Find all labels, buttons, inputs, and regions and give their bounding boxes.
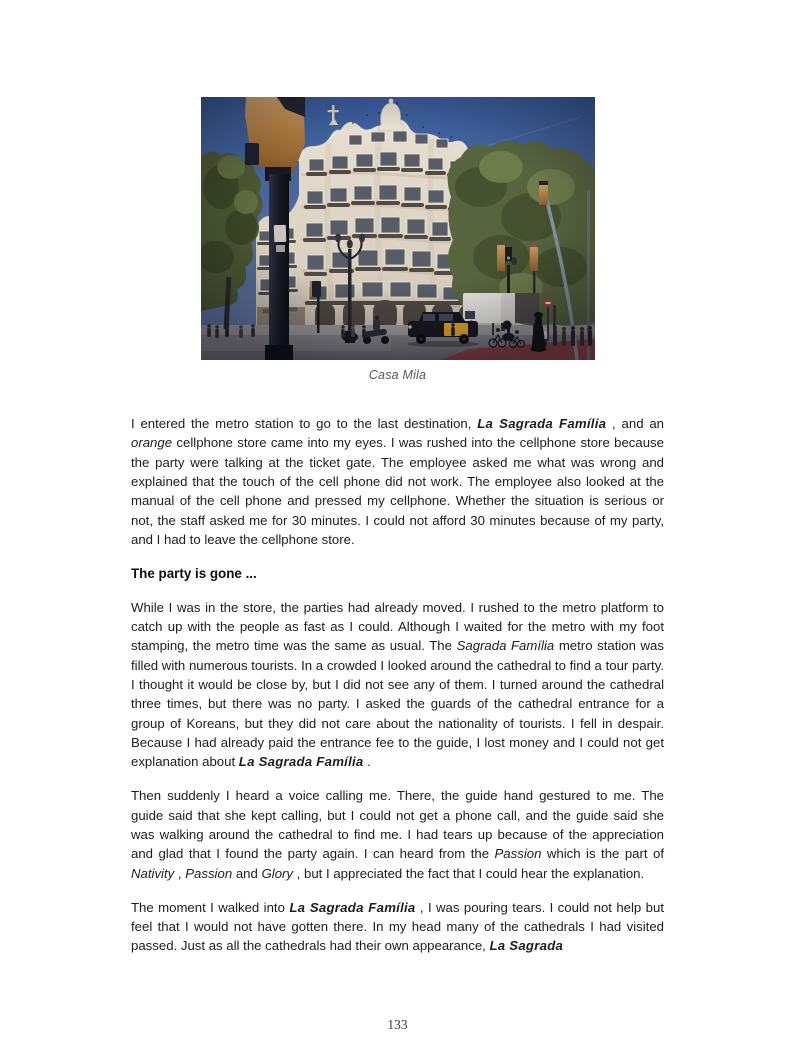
paragraph-4: The moment I walked into La Sagrada Família , I was pouring tears. I could not help but feel that I would not have gotten there. In my head many of the cathedrals I had visited passed. Just as all the cathedrals had their own appearance, La Sagrada [131, 899, 664, 954]
casa-mila-photo [201, 97, 595, 360]
section-heading: The party is gone ... [131, 565, 257, 581]
page-number: 133 [387, 1017, 408, 1032]
paragraph-2: While I was in the store, the parties had already moved. I rushed to the metro platform to catch up with the people as fast as I could. Although I waited for the metro with my foot stamping, the metro time was the same as usual. The Sagrada Família metro station was filled with numerous tourists. In a crowded I looked around the cathedral to find a tour party. I thought it would be close by, but I did not see any of them. I turned around the cathedral three times, but there was no party. I asked the guards of the cathedral entrance for a group of Koreans, but they did not care about the nationality of tourists. I fell in despair. Because I had already paid the entrance fee to the guide, I lost money and I could not get explanation about La Sagrada Família . [131, 599, 664, 770]
paragraph-1: I entered the metro station to go to the last destination, La Sagrada Família , and an orange cellphone store came into my eyes. I was rushed into the cellphone store because the party were talking at the ticket gate. The employee asked me what was wrong and explained that the touch of the cell phone did not work. The employee also looked at the manual of the cell phone and pressed my cellphone. Whether the situation is serious or not, the staff asked me for 30 minutes. I could not afford 30 minutes because of my party, and I had to leave the cellphone store. [131, 416, 665, 547]
paragraph-3: Then suddenly I heard a voice calling me. There, the guide hand gestured to me. The guide said that she kept calling, but I could not get a phone call, and the guide said she was walking around the cathedral to find me. I had tears up because of the appreciation and glad that I found the party again. I can heard from the Passion which is the part of Nativity , Passion and Glory , but I appreciated the fact that I could hear the explanation. [131, 788, 665, 881]
casa-mila-photo-graphic [201, 97, 595, 360]
photo-caption: Casa Mila [368, 368, 427, 382]
page-content [131, 414, 664, 970]
